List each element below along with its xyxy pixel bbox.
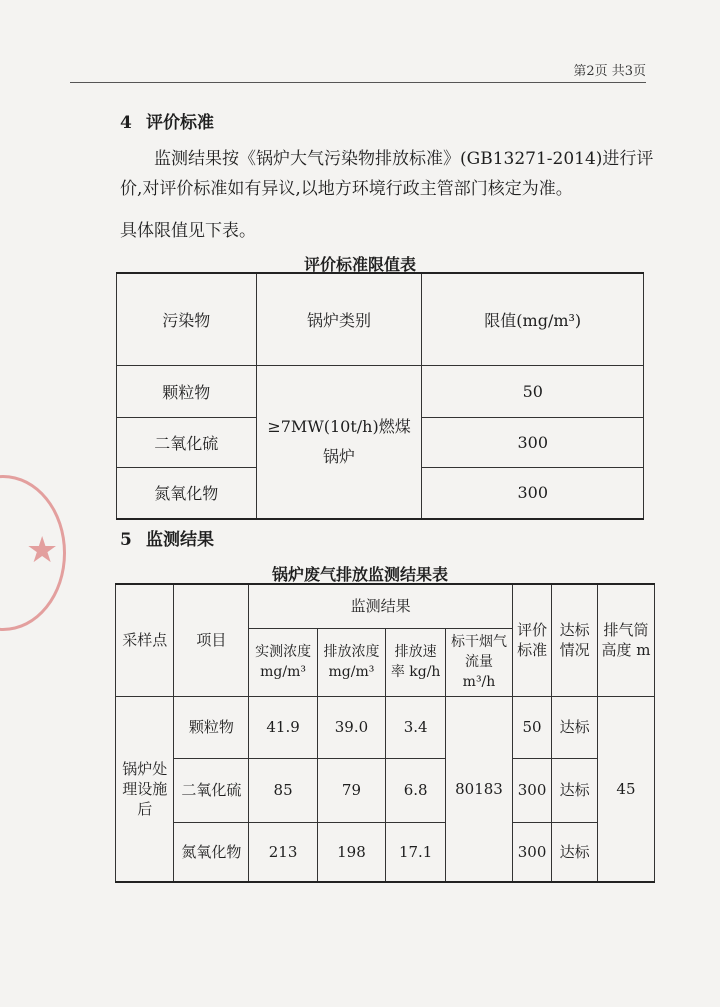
section-number: 5 [120,530,132,550]
standard-cell: 300 [512,822,551,882]
section-number: 4 [120,113,132,133]
header-rate: 排放速率 kg/h [386,628,446,696]
flow-cell: 80183 [446,696,513,882]
header-flow: 标干烟气流量 m³/h [446,628,513,696]
emission-cell: 198 [317,822,385,882]
section-4-heading [120,108,214,133]
section-4-paragraph-2 [120,216,660,246]
table-header-row [117,273,644,365]
table-row [117,365,644,417]
paragraph-text: 监测结果按《锅炉大气污染物排放标准》(GB13271-2014)进行评价,对评价标准如有异议,以地方环境行政主管部门核定为准。 [120,149,654,199]
header-conc-emission: 排放浓度 mg/m³ [317,628,385,696]
page-info: 第2页 共3页 [573,64,646,79]
header-site: 采样点 [116,584,174,696]
status-cell: 达标 [552,758,598,822]
header-item: 项目 [174,584,249,696]
table-row [116,822,655,882]
standard-limits-table [116,272,644,520]
header-standard: 评价标准 [512,584,551,696]
section-title: 评价标准 [146,113,214,133]
paragraph-text: 具体限值见下表。 [120,221,256,241]
table-row [116,696,655,758]
standard-cell: 300 [512,758,551,822]
table-row [116,758,655,822]
limit-cell: 300 [422,467,644,519]
emission-cell: 79 [317,758,385,822]
standard-cell: 50 [512,696,551,758]
limit-cell: 50 [422,365,644,417]
header-height: 排气筒高度 m [597,584,654,696]
header-conc-measured: 实测浓度 mg/m³ [249,628,317,696]
status-cell: 达标 [552,696,598,758]
height-cell: 45 [597,696,654,882]
header-pollutant: 污染物 [117,273,257,365]
boiler-type-cell: ≥7MW(10t/h)燃煤锅炉 [256,365,422,519]
measured-cell: 85 [249,758,317,822]
table-1-caption: 评价标准限值表 [303,255,416,274]
measured-cell: 213 [249,822,317,882]
table-header-row [116,584,655,628]
emission-cell: 39.0 [317,696,385,758]
limit-cell: 300 [422,417,644,467]
header-status: 达标情况 [552,584,598,696]
pollutant-cell: 颗粒物 [117,365,257,417]
header-boiler-type: 锅炉类别 [256,273,422,365]
seal-star-icon: ★ [26,530,59,571]
section-5-heading [120,525,214,550]
pollutant-cell: 二氧化硫 [117,417,257,467]
site-cell: 锅炉处理设施后 [116,696,174,882]
status-cell: 达标 [552,822,598,882]
section-title: 监测结果 [146,530,214,550]
item-cell: 二氧化硫 [174,758,249,822]
monitoring-results-table [115,583,655,883]
pollutant-cell: 氮氧化物 [117,467,257,519]
header-results: 监测结果 [249,584,512,628]
rate-cell: 3.4 [386,696,446,758]
section-4-paragraph [120,144,660,204]
item-cell: 颗粒物 [174,696,249,758]
header-limit: 限值(mg/m³) [422,273,644,365]
table-2-caption: 锅炉废气排放监测结果表 [271,565,448,584]
rate-cell: 6.8 [386,758,446,822]
rate-cell: 17.1 [386,822,446,882]
item-cell: 氮氧化物 [174,822,249,882]
measured-cell: 41.9 [249,696,317,758]
page-header [70,58,646,83]
